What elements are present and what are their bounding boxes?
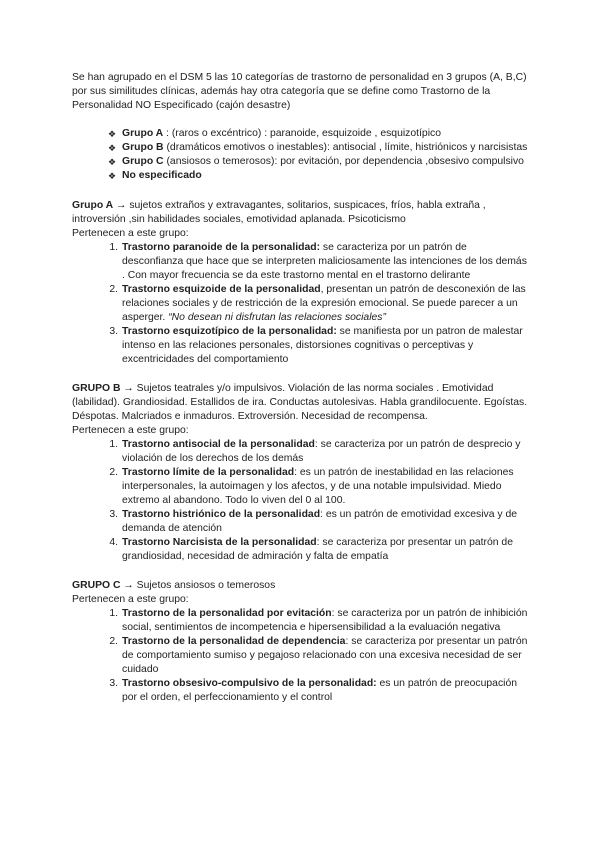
group-c-description: GRUPO C → Sujetos ansiosos o temerosos [72,580,276,591]
diamond-bullet-icon: ❖ [108,171,117,181]
diamond-bullet-icon: ❖ [108,157,117,167]
list-item: 1. Trastorno de la personalidad por evitación: se caracteriza por un patrón de inhibición social, sentimientos de incompetencia e hipersensibilidad a la evaluación negativa [109,608,528,633]
group-b-title: GRUPO B [72,383,121,394]
list-item: 2. Trastorno esquizoide de la personalidad, presentan un patrón de desconexión de las relaciones sociales y de restricción de la expresión emocional. Se puede parecer a un asperger. “No desean ni disfrutan las relaciones sociales” [109,284,526,323]
group-a-list [72,241,528,367]
diamond-bullet-icon: ❖ [108,143,117,153]
document-body [72,71,528,720]
list-item: 2. Trastorno de la personalidad de dependencia: se caracteriza por presentar un patrón de comportamiento sumiso y pegajoso relacionado con una excesiva necesidad de ser cuidado [109,636,528,675]
group-a-description: Grupo A → sujetos extraños y extravagantes, solitarios, suspicaces, fríos, habla extraña , introversión ,sin habilidades sociales, emotividad aplanada. Psicoticismo [72,200,486,225]
group-c-title: GRUPO C [72,580,121,591]
group-a-belong-label: Pertenecen a este grupo: [72,228,189,239]
group-b-list [72,438,528,564]
group-b-section [72,382,528,564]
group-c-section [72,579,528,705]
list-item: 3. Trastorno obsesivo-compulsivo de la personalidad: es un patrón de preocupación por el orden, el perfeccionamiento y el control [109,678,518,703]
intro-paragraph: Se han agrupado en el DSM 5 las 10 categorías de trastorno de personalidad en 3 grupos (A, B,C) por sus similitudes clínicas, además hay otra categoría que se define como Trastorno de la Personalidad NO Especificado (cajón desastre) [72,72,527,111]
group-b-belong-label: Pertenecen a este grupo: [72,425,189,436]
list-item: 2. Trastorno límite de la personalidad: es un patrón de inestabilidad en las relaciones interpersonales, la autoimagen y los afectos, y de una notable impulsividad. Miedo extremo al abandono. Todo lo viven del 0 al 100. [109,467,514,506]
list-item: ❖ No especificado [108,170,202,181]
group-b-description: GRUPO B → Sujetos teatrales y/o impulsivos. Violación de las norma sociales . Emotividad (labilidad). Grandiosidad. Estallidos de ira. Conductas autolesivas. Habla grandilocuente. Egoístas. Déspotas. Malcriados e inmaduros. Extroversión. Necesidad de recompensa. [72,383,528,422]
list-item: ❖ Grupo C (ansiosos o temerosos): por evitación, por dependencia ,obsesivo compulsivo [108,156,524,167]
list-item: 4. Trastorno Narcisista de la personalidad: se caracteriza por presentar un patrón de grandiosidad, necesidad de admiración y falta de empatía [109,537,513,562]
list-item: 3. Trastorno histriónico de la personalidad: es un patrón de emotividad excesiva y de demanda de atención [109,509,518,534]
diamond-bullet-icon: ❖ [108,129,117,139]
group-c-belong-label: Pertenecen a este grupo: [72,594,189,605]
list-item: 3. Trastorno esquizotípico de la personalidad: se manifiesta por un patron de malestar intenso en las relaciones personales, distorsiones cognitivas o perceptivas y excentricidades del comportamiento [109,326,523,365]
quote-text: “No desean ni disfrutan las relaciones sociales” [168,312,386,323]
group-summary-list [72,127,528,183]
group-c-list [72,607,528,705]
list-item: ❖ Grupo A : (raros o excéntrico) : paranoide, esquizoide , esquizotípico [108,128,441,139]
list-item: 1. Trastorno paranoide de la personalidad: se caracteriza por un patrón de desconfianza que hace que se interpreten maliciosamente las intenciones de los demás . Con mayor frecuencia se da este trastorno mental en el trastorno delirante [109,242,527,281]
group-a-section [72,199,528,367]
list-item: 1. Trastorno antisocial de la personalidad: se caracteriza por un patrón de desprecio y violación de los derechos de los demás [109,439,521,464]
group-a-title: Grupo A [72,200,114,211]
list-item: ❖ Grupo B (dramáticos emotivos o inestables): antisocial , límite, histriónicos y narcisistas [108,142,528,153]
